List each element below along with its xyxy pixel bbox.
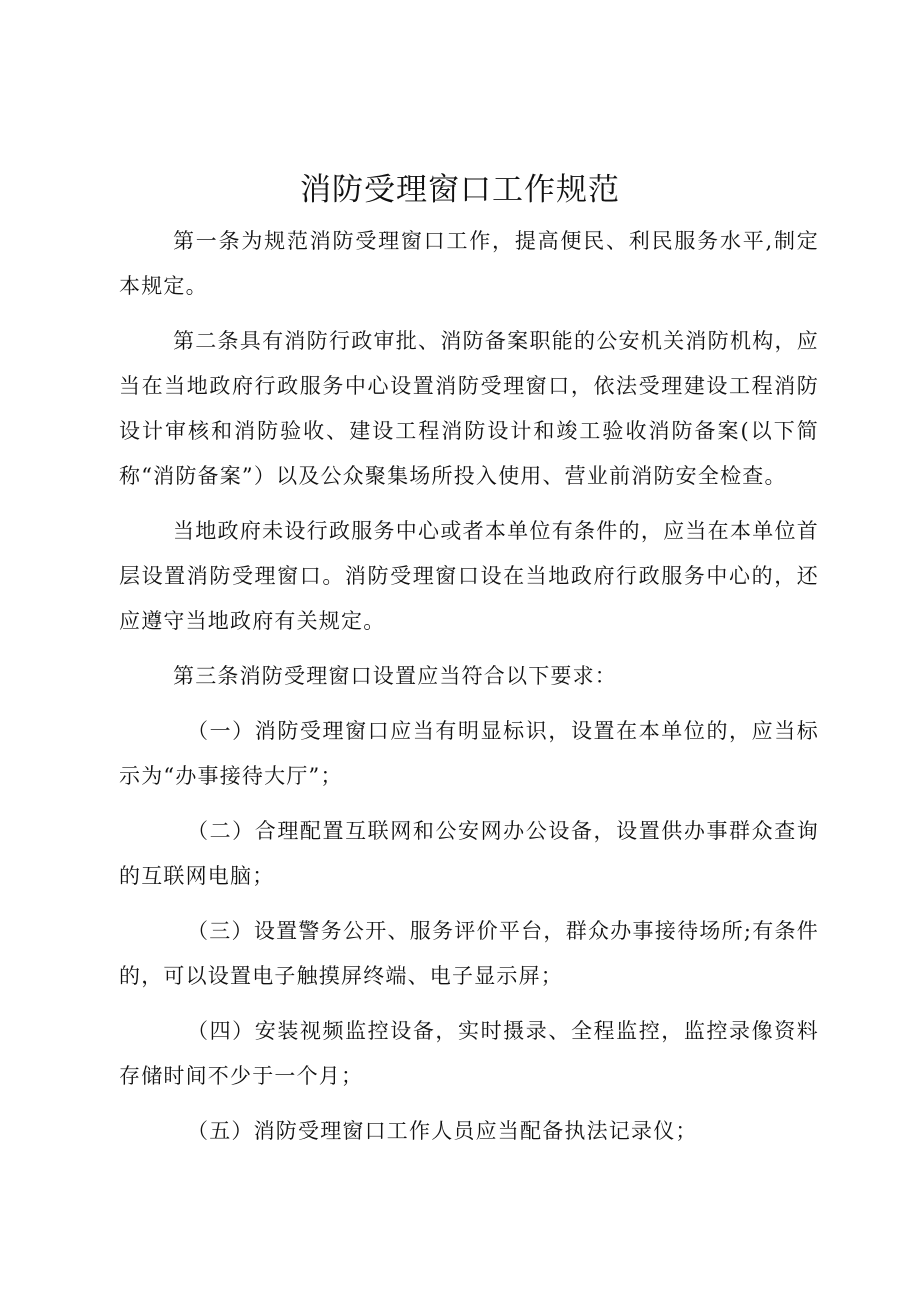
document-title: 消防受理窗口工作规范 (300, 172, 620, 208)
list-item-3: （三）设置警务公开、服务评价平台，群众办事接待场所;有条件的，可以设置电子触摸屏终端、电子显示屏； (119, 919, 819, 988)
list-item-4: （四）安装视频监控设备，实时摄录、全程监控，监控录像资料存储时间不少于一个月； (119, 1019, 819, 1088)
document-body (119, 219, 819, 1164)
list-item-1: （一）消防受理窗口应当有明显标识，设置在本单位的，应当标示为“办事接待大厅”； (119, 719, 819, 788)
paragraph-article-1: 第一条为规范消防受理窗口工作，提高便民、利民服务水平,制定本规定。 (119, 229, 819, 298)
list-item-5: （五）消防受理窗口工作人员应当配备执法记录仪； (187, 1119, 698, 1143)
paragraph-article-2: 第二条具有消防行政审批、消防备案职能的公安机关消防机构，应当在当地政府行政服务中心设置消防受理窗口，依法受理建设工程消防设计审核和消防验收、建设工程消防设计和竣工验收消防备案(以下简称“消防备案”）以及公众聚集场所投入使用、营业前消防安全检查。 (119, 329, 819, 488)
paragraph-article-2-supplement: 当地政府未设行政服务中心或者本单位有条件的，应当在本单位首层设置消防受理窗口。消防受理窗口设在当地政府行政服务中心的，还应遵守当地政府有关规定。 (119, 519, 819, 633)
paragraph-article-3: 第三条消防受理窗口设置应当符合以下要求： (173, 664, 617, 688)
list-item-2: （二）合理配置互联网和公安网办公设备，设置供办事群众查询的互联网电脑； (119, 819, 819, 888)
